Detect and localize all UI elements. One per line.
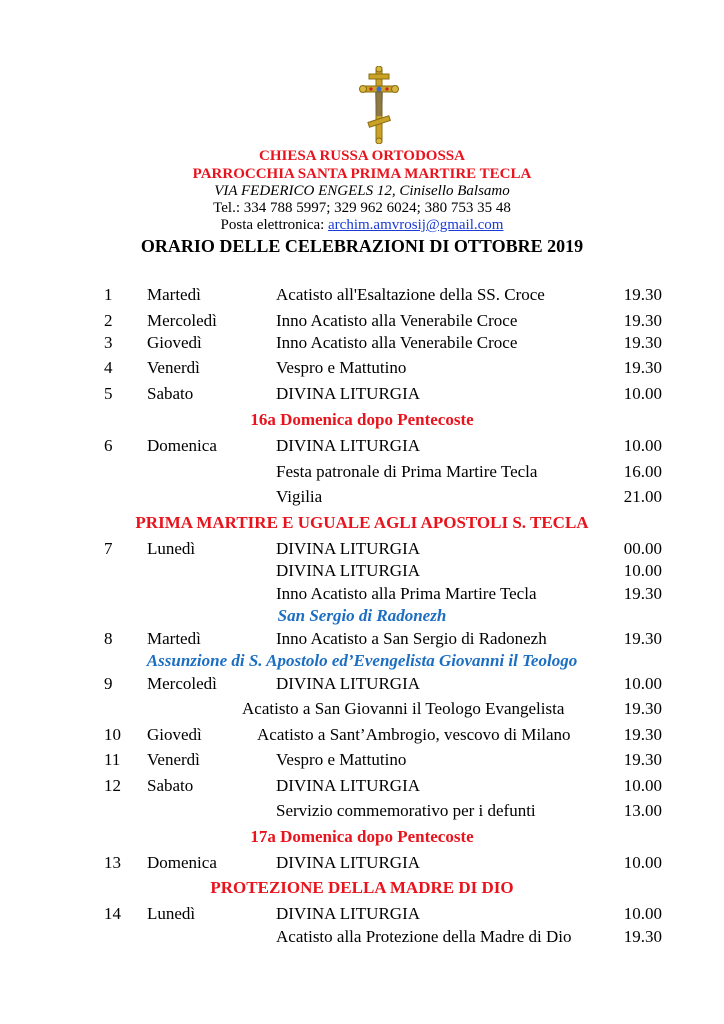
service-time: 19.30 bbox=[623, 311, 662, 330]
service-name: Vespro e Mattutino bbox=[276, 358, 407, 377]
service-time: 13.00 bbox=[623, 801, 662, 820]
service-name: Acatisto a San Giovanni il Teologo Evangelista bbox=[242, 699, 565, 718]
feast-banner: Assunzione di S. Apostolo ed’Evengelista Giovanni il Teologo bbox=[146, 651, 578, 670]
service-time: 10.00 bbox=[623, 384, 662, 403]
day-number: 6 bbox=[104, 436, 113, 455]
schedule-row bbox=[0, 699, 724, 721]
church-name: CHIESA RUSSA ORTODOSSA bbox=[259, 148, 465, 164]
day-number: 5 bbox=[104, 384, 113, 403]
day-number: 3 bbox=[104, 333, 113, 352]
parish-name: PARROCCHIA SANTA PRIMA MARTIRE TECLA bbox=[192, 166, 532, 182]
service-time: 19.30 bbox=[623, 725, 662, 744]
schedule-row bbox=[0, 462, 724, 484]
weekday: Martedì bbox=[147, 285, 201, 304]
address: VIA FEDERICO ENGELS 12, Cinisello Balsamo bbox=[214, 183, 510, 199]
schedule-row bbox=[0, 285, 724, 307]
day-number: 12 bbox=[104, 776, 121, 795]
service-time: 19.30 bbox=[623, 285, 662, 304]
day-number: 2 bbox=[104, 311, 113, 330]
day-number: 4 bbox=[104, 358, 113, 377]
weekday: Mercoledì bbox=[147, 674, 217, 693]
service-time: 19.30 bbox=[623, 584, 662, 603]
service-name: DIVINA LITURGIA bbox=[276, 776, 421, 795]
weekday: Domenica bbox=[147, 853, 217, 872]
schedule-row bbox=[0, 384, 724, 406]
service-time: 10.00 bbox=[623, 904, 662, 923]
day-number: 13 bbox=[104, 853, 121, 872]
service-name: Inno Acatisto alla Venerabile Croce bbox=[276, 311, 518, 330]
weekday: Lunedì bbox=[147, 539, 196, 558]
feast-banner: 16a Domenica dopo Pentecoste bbox=[250, 410, 474, 429]
service-name: Vespro e Mattutino bbox=[276, 750, 407, 769]
service-name: Acatisto a Sant’Ambrogio, vescovo di Milano bbox=[257, 725, 571, 744]
schedule-row bbox=[0, 333, 724, 355]
weekday: Lunedì bbox=[147, 904, 196, 923]
service-name: Vigilia bbox=[276, 487, 323, 506]
schedule-row bbox=[0, 436, 724, 458]
service-time: 10.00 bbox=[623, 561, 662, 580]
service-name: DIVINA LITURGIA bbox=[276, 539, 421, 558]
weekday: Martedì bbox=[147, 629, 201, 648]
service-time: 19.30 bbox=[623, 750, 662, 769]
day-number: 14 bbox=[104, 904, 121, 923]
feast-banner: 17a Domenica dopo Pentecoste bbox=[250, 827, 474, 846]
day-number: 10 bbox=[104, 725, 121, 744]
service-name: Inno Acatisto alla Venerabile Croce bbox=[276, 333, 518, 352]
day-number: 7 bbox=[104, 539, 113, 558]
feast-banner: PROTEZIONE DELLA MADRE DI DIO bbox=[210, 878, 514, 897]
schedule-row bbox=[0, 904, 724, 926]
schedule-row bbox=[0, 801, 724, 823]
email-link[interactable]: archim.amvrosij@gmail.com bbox=[328, 217, 504, 233]
service-time: 19.30 bbox=[623, 333, 662, 352]
service-name: DIVINA LITURGIA bbox=[276, 853, 421, 872]
schedule-row bbox=[0, 629, 724, 651]
day-number: 11 bbox=[104, 750, 121, 769]
service-name: Festa patronale di Prima Martire Tecla bbox=[276, 462, 538, 481]
service-name: Servizio commemorativo per i defunti bbox=[276, 801, 536, 820]
day-number: 9 bbox=[104, 674, 113, 693]
service-name: Inno Acatisto a San Sergio di Radonezh bbox=[276, 629, 547, 648]
service-time: 19.30 bbox=[623, 358, 662, 377]
service-name: DIVINA LITURGIA bbox=[276, 436, 421, 455]
day-number: 8 bbox=[104, 629, 113, 648]
service-name: Acatisto alla Protezione della Madre di Dio bbox=[276, 927, 572, 946]
schedule-row bbox=[0, 358, 724, 380]
service-time: 16.00 bbox=[623, 462, 662, 481]
service-name: Inno Acatisto alla Prima Martire Tecla bbox=[276, 584, 537, 603]
schedule-row bbox=[0, 584, 724, 606]
weekday: Giovedì bbox=[147, 725, 202, 744]
service-time: 19.30 bbox=[623, 699, 662, 718]
schedule-row bbox=[0, 674, 724, 696]
weekday: Domenica bbox=[147, 436, 217, 455]
schedule-row bbox=[0, 561, 724, 583]
service-time: 21.00 bbox=[623, 487, 662, 506]
service-name: DIVINA LITURGIA bbox=[276, 384, 421, 403]
phones: Tel.: 334 788 5997; 329 962 6024; 380 753 35 48 bbox=[213, 200, 511, 216]
service-time: 00.00 bbox=[623, 539, 662, 558]
service-time: 10.00 bbox=[623, 436, 662, 455]
weekday: Mercoledì bbox=[147, 311, 217, 330]
weekday: Sabato bbox=[147, 384, 194, 403]
service-time: 19.30 bbox=[623, 629, 662, 648]
service-name: Acatisto all'Esaltazione della SS. Croce bbox=[276, 285, 545, 304]
page-title: ORARIO DELLE CELEBRAZIONI DI OTTOBRE 2019 bbox=[140, 236, 584, 256]
schedule-row bbox=[0, 750, 724, 772]
feast-banner: San Sergio di Radonezh bbox=[277, 606, 447, 625]
service-time: 10.00 bbox=[623, 776, 662, 795]
orthodox-cross-icon bbox=[359, 66, 399, 144]
feast-banner: PRIMA MARTIRE E UGUALE AGLI APOSTOLI S. TECLA bbox=[135, 513, 589, 532]
service-time: 10.00 bbox=[623, 853, 662, 872]
schedule-row bbox=[0, 311, 724, 333]
schedule-row bbox=[0, 853, 724, 875]
schedule-row bbox=[0, 725, 724, 747]
weekday: Giovedì bbox=[147, 333, 202, 352]
email-line bbox=[0, 217, 724, 234]
weekday: Venerdì bbox=[147, 750, 200, 769]
service-name: DIVINA LITURGIA bbox=[276, 674, 421, 693]
day-number: 1 bbox=[104, 285, 113, 304]
service-name: DIVINA LITURGIA bbox=[276, 904, 421, 923]
service-name: DIVINA LITURGIA bbox=[276, 561, 421, 580]
weekday: Sabato bbox=[147, 776, 194, 795]
weekday: Venerdì bbox=[147, 358, 200, 377]
email-label: Posta elettronica: bbox=[220, 217, 329, 233]
schedule-row bbox=[0, 776, 724, 798]
schedule-row bbox=[0, 539, 724, 561]
schedule-row bbox=[0, 487, 724, 509]
schedule-row bbox=[0, 927, 724, 949]
service-time: 10.00 bbox=[623, 674, 662, 693]
service-time: 19.30 bbox=[623, 927, 662, 946]
